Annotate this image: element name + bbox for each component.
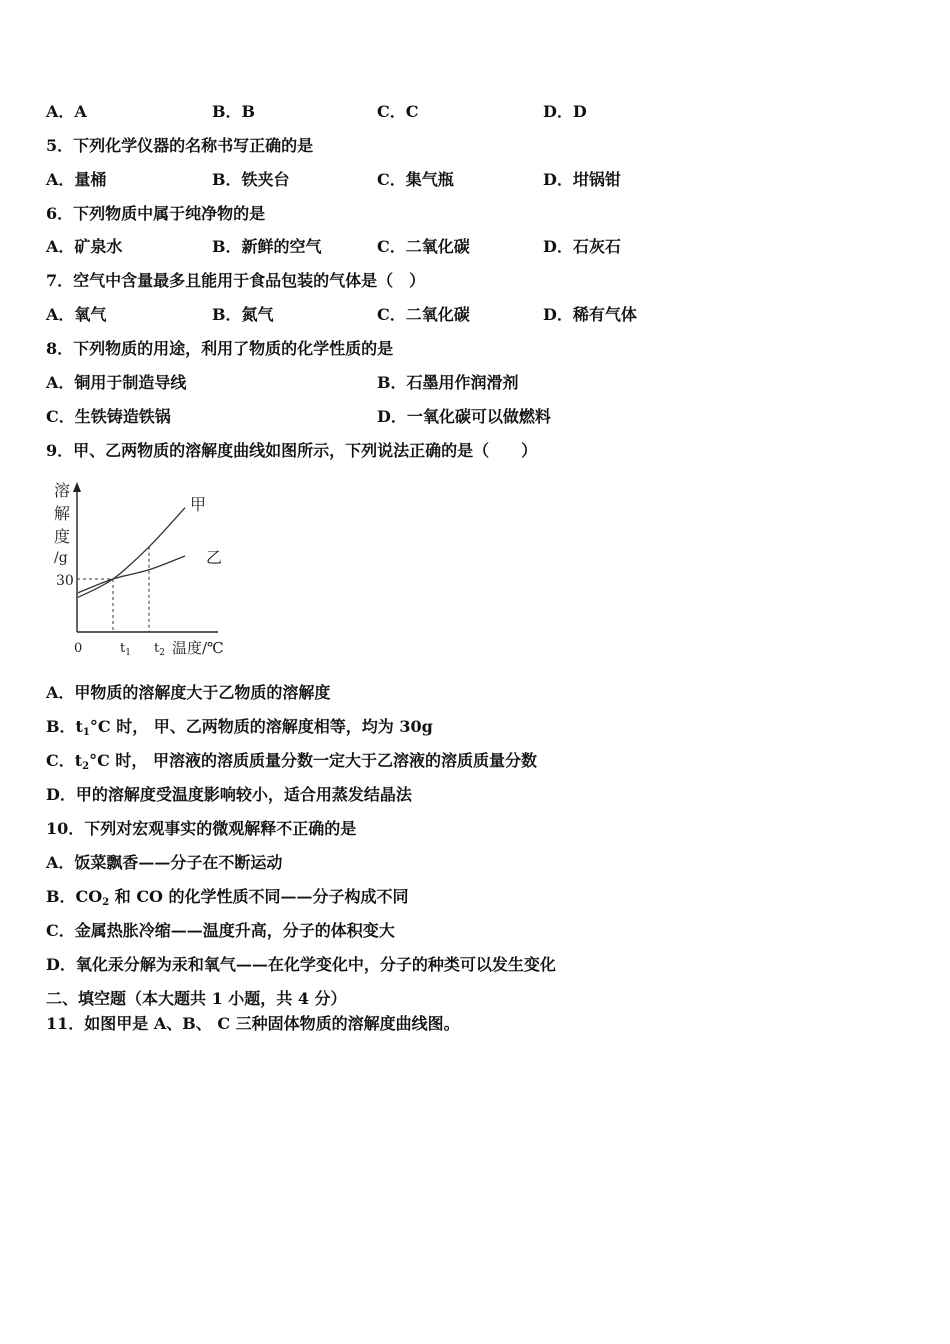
- q11-stem: 11．如图甲是 A、B、 C 三种固体物质的溶解度曲线图。: [46, 1014, 460, 1033]
- chart-ylabel-1: 溶: [54, 481, 71, 500]
- q9-stem: 9．甲、乙两物质的溶解度曲线如图所示，下列说法正确的是（ ）: [46, 441, 538, 460]
- chart-x-tick-t1: $t_1$: [120, 641, 131, 658]
- q5-option-c: C．集气瓶: [377, 170, 454, 189]
- q6-option-b: B．新鲜的空气: [212, 237, 322, 256]
- q4-option-a: A．A: [46, 102, 87, 121]
- q6-stem: 6．下列物质中属于纯净物的是: [46, 204, 266, 223]
- q5-option-a: A．量桶: [46, 170, 107, 189]
- chart-y-tick-30: 30: [56, 573, 74, 589]
- series-yi-label: 乙: [206, 548, 223, 567]
- chart-x-tick-t2: $t_2$: [154, 641, 165, 658]
- q9-option-c: C．$t_2^\circ C$ 时， 甲溶液的溶质质量分数一定大于乙溶液的溶质质量分数: [46, 751, 537, 772]
- q7-option-b: B．氮气: [212, 305, 274, 324]
- chart-ylabel-3: 度: [54, 527, 71, 546]
- q7-option-d: D．稀有气体: [543, 305, 637, 324]
- q10-option-a: A．饭菜飘香——分子在不断运动: [46, 853, 283, 872]
- q10-option-b: B．$CO_2$ 和 CO 的化学性质不同——分子构成不同: [46, 887, 409, 908]
- section-2-heading: 二、填空题（本大题共 1 小题，共 4 分）: [46, 989, 347, 1008]
- q8-stem: 8．下列物质的用途，利用了物质的化学性质的是: [46, 339, 394, 358]
- q8-option-d: D．一氧化碳可以做燃料: [377, 407, 551, 426]
- q6-option-c: C．二氧化碳: [377, 237, 470, 256]
- q9-option-a: A．甲物质的溶解度大于乙物质的溶解度: [46, 683, 331, 702]
- q6-option-a: A．矿泉水: [46, 237, 123, 256]
- q7-option-c: C．二氧化碳: [377, 305, 470, 324]
- q9-option-d: D．甲的溶解度受温度影响较小，适合用蒸发结晶法: [46, 785, 412, 804]
- q8-option-c: C．生铁铸造铁锅: [46, 407, 171, 426]
- q7-option-a: A．氧气: [46, 305, 107, 324]
- q5-option-b: B．铁夹台: [212, 170, 290, 189]
- series-jia-label: 甲: [190, 495, 207, 514]
- q10-stem: 10．下列对宏观事实的微观解释不正确的是: [46, 819, 357, 838]
- series-yi-line: [78, 556, 185, 593]
- q6-option-d: D．石灰石: [543, 237, 621, 256]
- series-jia-line: [78, 508, 185, 598]
- chart-origin-label: 0: [74, 641, 83, 656]
- chart-ylabel-2: 解: [54, 504, 71, 523]
- q4-option-d: D．D: [543, 102, 587, 121]
- q8-option-a: A．铜用于制造导线: [46, 373, 187, 392]
- q5-stem: 5．下列化学仪器的名称书写正确的是: [46, 136, 314, 155]
- q10-option-d: D．氧化汞分解为汞和氧气——在化学变化中，分子的种类可以发生变化: [46, 955, 556, 974]
- q4-option-b: B．B: [212, 102, 256, 121]
- q10-option-c: C．金属热胀冷缩——温度升高，分子的体积变大: [46, 921, 395, 940]
- q4-option-c: C．C: [377, 102, 419, 121]
- chart-y-arrow: [73, 482, 81, 492]
- q8-option-b: B．石墨用作润滑剂: [377, 373, 519, 392]
- q9-option-b: B．$t_1^\circ C$ 时， 甲、乙两物质的溶解度相等，均为 30g: [46, 717, 433, 738]
- q5-option-d: D．坩锅钳: [543, 170, 621, 189]
- chart-ylabel-4: /g: [54, 550, 68, 566]
- chart-xlabel: 温度/℃: [172, 639, 224, 657]
- solubility-chart: [46, 474, 246, 664]
- q7-stem: 7．空气中含量最多且能用于食品包装的气体是（ ）: [46, 271, 426, 290]
